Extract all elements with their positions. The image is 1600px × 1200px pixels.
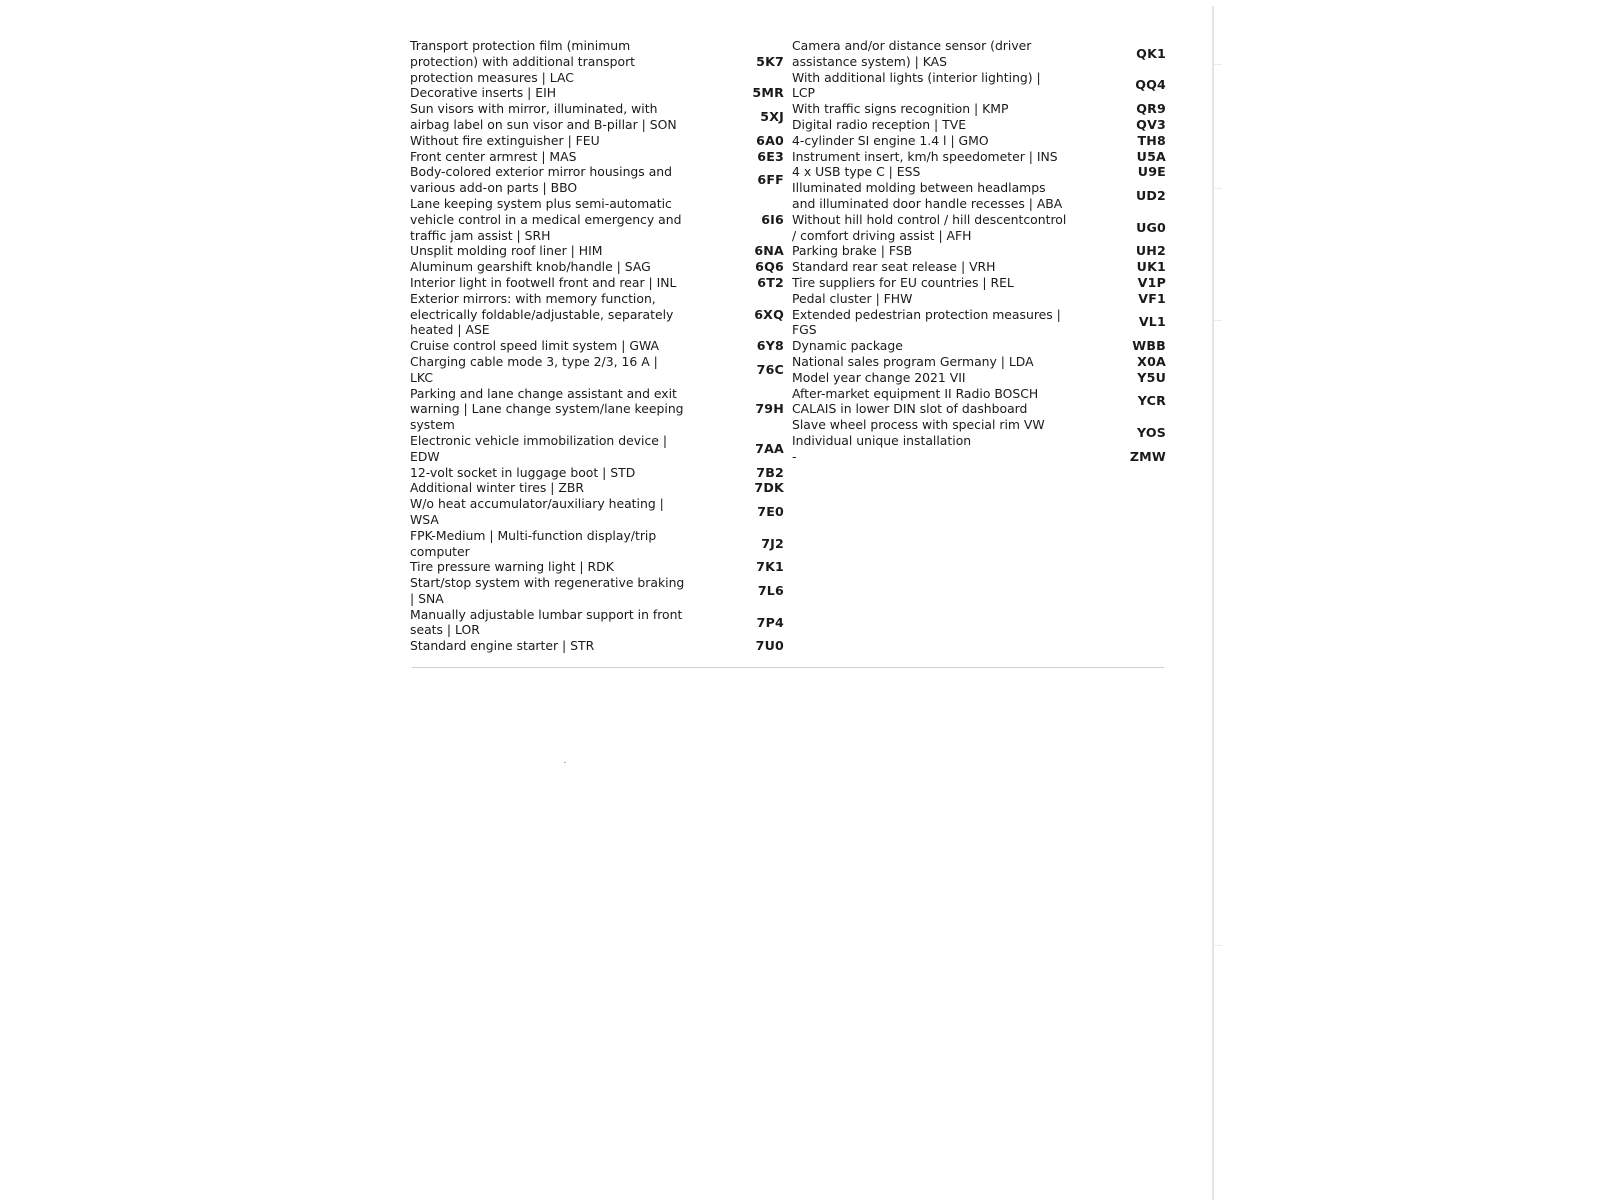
equipment-row [792, 386, 1166, 418]
equipment-description: With traffic signs recognition | KMP [792, 101, 1009, 117]
equipment-description: Transport protection film (minimum protection) with additional transport protection measures | LAC [410, 38, 636, 85]
equipment-row [792, 354, 1166, 370]
equipment-row [410, 638, 784, 654]
equipment-description: 4 x USB type C | ESS [792, 164, 921, 180]
equipment-row [792, 259, 1166, 275]
equipment-description: National sales program Germany | LDA [792, 353, 1034, 369]
equipment-code: U9E [1137, 164, 1166, 180]
equipment-code: 6T2 [757, 274, 784, 290]
equipment-description: Tire suppliers for EU countries | REL [792, 274, 1014, 290]
equipment-description: With additional lights (interior lighting) | LCP [792, 69, 1041, 101]
equipment-row [410, 559, 784, 575]
equipment-code: QQ4 [1135, 77, 1166, 93]
equipment-code: U5A [1136, 148, 1166, 164]
equipment-description: Cruise control speed limit system | GWA [410, 338, 660, 354]
equipment-row [410, 354, 784, 386]
equipment-code: 7K1 [756, 559, 784, 575]
equipment-description: Slave wheel process with special rim VW Individual unique installation [792, 417, 1045, 448]
equipment-description: 12-volt socket in luggage boot | STD [410, 464, 636, 480]
equipment-row [410, 149, 784, 165]
equipment-code: UD2 [1135, 188, 1166, 204]
equipment-description: Front center armrest | MAS [410, 148, 577, 164]
equipment-code: 7B2 [756, 464, 784, 480]
equipment-code: YOS [1136, 425, 1166, 441]
equipment-code: 6Y8 [756, 338, 784, 354]
equipment-description: Electronic vehicle immobilization device | EDW [410, 432, 668, 464]
equipment-description: Manually adjustable lumbar support in front seats | LOR [410, 606, 683, 638]
equipment-code: TH8 [1137, 132, 1166, 148]
equipment-code: 6XQ [754, 306, 784, 322]
page-edge-line [1212, 6, 1214, 1200]
equipment-row [792, 164, 1166, 180]
equipment-description: Charging cable mode 3, type 2/3, 16 A | LKC [410, 353, 658, 385]
equipment-code: UH2 [1135, 243, 1166, 259]
equipment-code: 7DK [754, 480, 784, 496]
equipment-row [410, 259, 784, 275]
equipment-description: Standard engine starter | STR [410, 638, 595, 654]
equipment-row [792, 212, 1166, 244]
equipment-row [792, 449, 1166, 465]
equipment-description: Tire pressure warning light | RDK [410, 559, 614, 575]
equipment-description: Camera and/or distance sensor (driver assistance system) | KAS [792, 38, 1032, 69]
bottom-rule [412, 667, 1164, 668]
equipment-row [410, 338, 784, 354]
equipment-row [792, 291, 1166, 307]
equipment-row [792, 133, 1166, 149]
equipment-description: Body-colored exterior mirror housings and various add-on parts | BBO [410, 164, 672, 196]
equipment-code: QK1 [1136, 45, 1166, 61]
equipment-code: QV3 [1136, 116, 1166, 132]
equipment-row [792, 117, 1166, 133]
right-column [792, 38, 1166, 654]
equipment-code: QR9 [1136, 101, 1166, 117]
equipment-row [792, 307, 1166, 339]
equipment-row [792, 38, 1166, 70]
equipment-code: 7U0 [755, 638, 784, 654]
equipment-description: Without fire extinguisher | FEU [410, 132, 600, 148]
equipment-description: FPK-Medium | Multi-function display/trip computer [410, 527, 657, 559]
equipment-description: - [792, 448, 797, 464]
left-column [410, 38, 784, 654]
equipment-row [792, 149, 1166, 165]
equipment-description: Dynamic package [792, 338, 903, 354]
equipment-row [792, 243, 1166, 259]
equipment-row [792, 70, 1166, 102]
equipment-row [792, 338, 1166, 354]
equipment-description: Parking and lane change assistant and exit warning | Lane change system/lane keeping system [410, 385, 684, 433]
equipment-row [792, 275, 1166, 291]
equipment-row [410, 101, 784, 133]
equipment-code: 6I6 [761, 211, 784, 227]
equipment-description: Digital radio reception | TVE [792, 116, 967, 132]
equipment-row [792, 370, 1166, 386]
equipment-code: X0A [1137, 353, 1166, 369]
equipment-code: 7AA [755, 440, 784, 456]
equipment-row [410, 291, 784, 338]
equipment-row [410, 38, 784, 85]
equipment-row [410, 85, 784, 101]
equipment-description: Exterior mirrors: with memory function, electrically foldable/adjustable, separately heated | ASE [410, 290, 674, 338]
equipment-row [410, 607, 784, 639]
equipment-row [410, 575, 784, 607]
equipment-code: UG0 [1136, 219, 1166, 235]
equipment-code: 6NA [754, 243, 784, 259]
equipment-row [410, 433, 784, 465]
equipment-row [410, 243, 784, 259]
equipment-row [410, 196, 784, 243]
equipment-description: Additional winter tires | ZBR [410, 480, 584, 496]
equipment-description: Aluminum gearshift knob/handle | SAG [410, 259, 651, 275]
equipment-code: WBB [1132, 338, 1166, 354]
equipment-row [410, 496, 784, 528]
equipment-code: 6E3 [757, 148, 784, 164]
equipment-code: Y5U [1137, 369, 1166, 385]
equipment-code: 79H [755, 401, 784, 417]
equipment-description: Start/stop system with regenerative braking | SNA [410, 575, 685, 606]
equipment-code: 7E0 [757, 504, 784, 519]
equipment-description: Sun visors with mirror, illuminated, with airbag label on sun visor and B-pillar | SON [410, 101, 677, 132]
equipment-description: Without hill hold control / hill descentcontrol / comfort driving assist | AFH [792, 211, 1067, 243]
equipment-description: Interior light in footwell front and rear | INL [410, 274, 677, 290]
equipment-description: Decorative inserts | EIH [410, 85, 557, 101]
equipment-description: Standard rear seat release | VRH [792, 259, 996, 275]
edge-tick [1214, 64, 1222, 65]
equipment-description: Extended pedestrian protection measures | FGS [792, 306, 1061, 338]
equipment-code: 7P4 [756, 614, 784, 630]
equipment-row [792, 180, 1166, 212]
equipment-row [410, 386, 784, 433]
equipment-description: Pedal cluster | FHW [792, 290, 913, 306]
equipment-row [410, 133, 784, 149]
equipment-code: 6FF [757, 172, 784, 188]
equipment-code: YCR [1137, 393, 1166, 409]
equipment-row [410, 528, 784, 560]
equipment-code: V1P [1137, 274, 1166, 290]
equipment-description: W/o heat accumulator/auxiliary heating | WSA [410, 496, 664, 527]
equipment-code: 6A0 [756, 132, 784, 148]
edge-tick [1214, 188, 1222, 189]
equipment-description: After-market equipment II Radio BOSCH CALAIS in lower DIN slot of dashboard [792, 385, 1039, 417]
equipment-description: Lane keeping system plus semi-automatic vehicle control in a medical emergency and traffic jam assist | SRH [410, 195, 682, 243]
equipment-row [410, 164, 784, 196]
equipment-code: 76C [756, 361, 784, 377]
equipment-description: Unsplit molding roof liner | HIM [410, 243, 603, 259]
equipment-code: 6Q6 [755, 259, 784, 275]
equipment-list [410, 38, 1166, 654]
equipment-code: VF1 [1138, 290, 1166, 306]
equipment-code: 5MR [752, 85, 784, 101]
equipment-row [792, 101, 1166, 117]
equipment-row [410, 480, 784, 496]
equipment-row [410, 275, 784, 291]
equipment-code: UK1 [1136, 259, 1166, 275]
equipment-description: Instrument insert, km/h speedometer | INS [792, 148, 1058, 164]
edge-tick [1214, 320, 1222, 321]
equipment-code: 7L6 [757, 582, 784, 598]
equipment-code: 5XJ [760, 109, 784, 125]
scan-speck [564, 762, 566, 763]
equipment-description: Model year change 2021 VII [792, 369, 966, 385]
equipment-description: 4-cylinder SI engine 1.4 l | GMO [792, 132, 989, 148]
edge-tick [1214, 945, 1222, 946]
equipment-row [410, 465, 784, 481]
equipment-code: 5K7 [756, 53, 784, 69]
equipment-description: Illuminated molding between headlamps and illuminated door handle recesses | ABA [792, 180, 1063, 211]
equipment-code: VL1 [1138, 314, 1166, 330]
equipment-code: ZMW [1129, 448, 1166, 464]
equipment-code: 7J2 [761, 535, 784, 551]
equipment-row [792, 417, 1166, 449]
equipment-description: Parking brake | FSB [792, 243, 913, 259]
